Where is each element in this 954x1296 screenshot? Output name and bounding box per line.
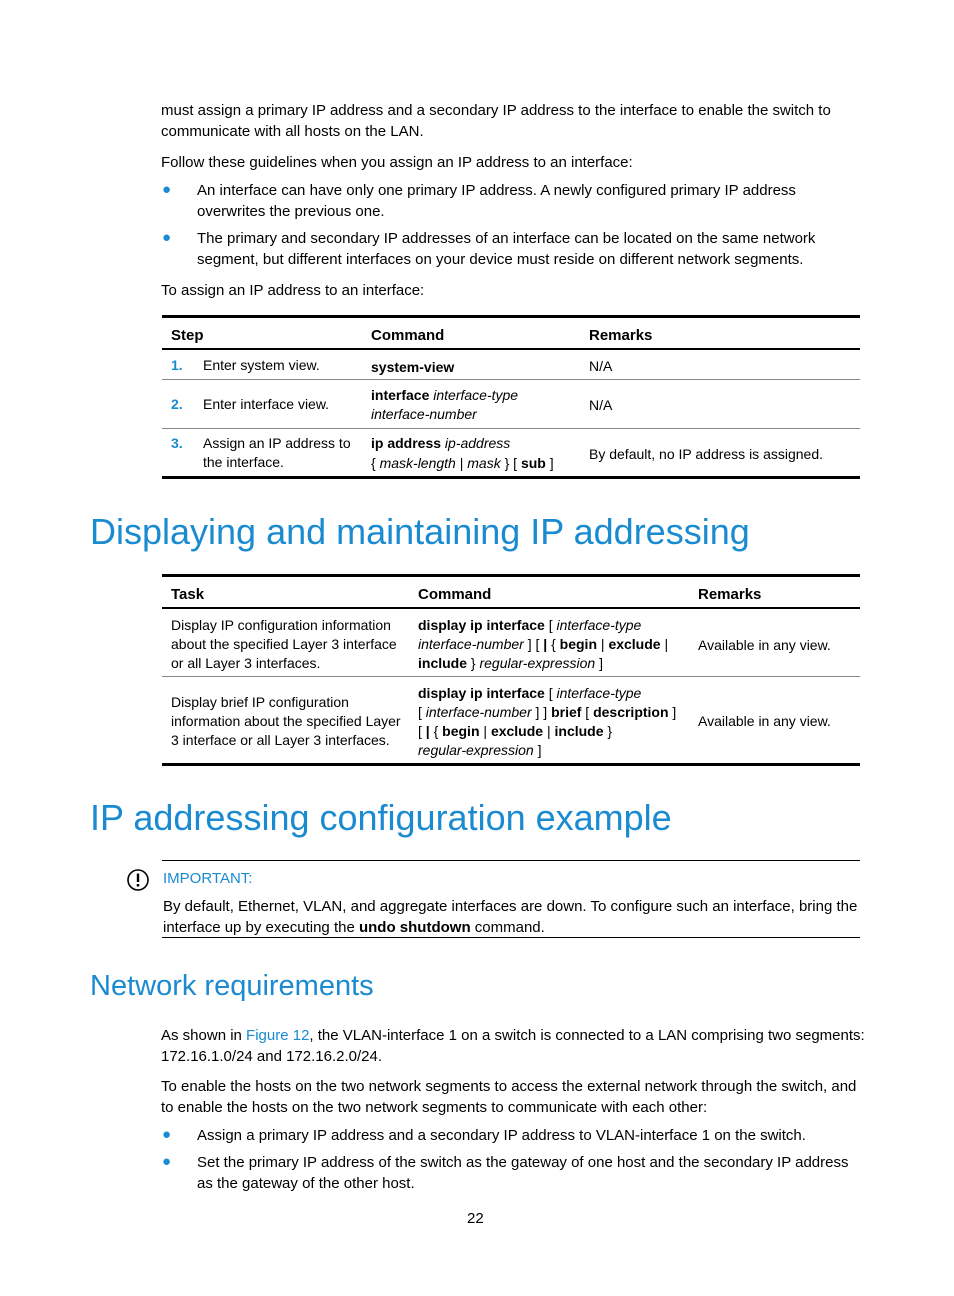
requirements-paragraph: 172.16.1.0/24 and 172.16.2.0/24. <box>161 1048 383 1065</box>
step-text: Enter interface view. <box>203 396 330 412</box>
header-step: Step <box>171 327 204 344</box>
remarks-text: N/A <box>589 397 613 413</box>
header-task: Task <box>171 586 205 603</box>
guideline-bullet: An interface can have only one primary IP address. A newly configured primary IP address overwrites the previous one. <box>197 182 796 220</box>
requirement-bullet: Set the primary IP address of the switch as the gateway of one host and the secondary IP address as the gateway of the other host. <box>197 1154 849 1192</box>
requirements-paragraph: As shown in Figure 12, the VLAN-interface 1 on a switch is connected to a LAN comprising two segments: <box>161 1027 865 1044</box>
task-text: Display IP configuration information <box>171 617 391 633</box>
command-text: include } regular-expression ] <box>418 655 603 671</box>
subsection-heading: Network requirements <box>90 970 374 1002</box>
intro-paragraph: must assign a primary IP address and a secondary IP address to the interface to enable the switch to communicate with all hosts on the LAN. <box>161 102 831 140</box>
bullet-icon: ● <box>162 229 172 246</box>
header-remarks: Remarks <box>589 327 653 344</box>
remarks-text: Available in any view. <box>698 637 831 653</box>
task-text: about the specified Layer 3 interface <box>171 636 397 652</box>
header-rule <box>162 348 860 350</box>
intro-guidelines: Follow these guidelines when you assign an IP address to an interface: <box>161 154 633 171</box>
task-text: Display brief IP configuration <box>171 694 349 710</box>
row-divider <box>162 379 860 380</box>
remarks-text: N/A <box>589 358 613 374</box>
header-command: Command <box>418 586 492 603</box>
command-text: { mask-length | mask } [ sub ] <box>371 455 554 471</box>
page-number: 22 <box>467 1210 484 1227</box>
command-text: regular-expression ] <box>418 742 542 758</box>
task-text: information about the specified Layer <box>171 713 401 729</box>
command-text: system-view <box>371 359 455 375</box>
header-remarks: Remarks <box>698 586 762 603</box>
task-text: 3 interface or all Layer 3 interfaces. <box>171 732 390 748</box>
remarks-text: By default, no IP address is assigned. <box>589 446 823 462</box>
remarks-text: Available in any view. <box>698 713 831 729</box>
header-command: Command <box>371 327 445 344</box>
table-top-rule <box>162 574 860 577</box>
step-text: Assign an IP address to <box>203 435 351 451</box>
step-number: 3. <box>171 435 183 451</box>
warning-icon <box>126 868 150 892</box>
table-intro: To assign an IP address to an interface: <box>161 282 425 299</box>
table-top-rule <box>162 315 860 318</box>
bullet-icon: ● <box>162 181 172 198</box>
table-bottom-rule <box>162 476 860 479</box>
step-text: Enter system view. <box>203 357 320 373</box>
command-text: interface-number <box>371 406 477 422</box>
command-text: interface-number ] [ | { begin | exclude | <box>418 636 669 652</box>
bullet-icon: ● <box>162 1153 172 1170</box>
command-text: ip address ip-address <box>371 435 511 451</box>
bullet-icon: ● <box>162 1126 172 1143</box>
requirement-bullet: Assign a primary IP address and a secondary IP address to VLAN-interface 1 on the switch. <box>197 1127 806 1144</box>
step-text: the interface. <box>203 454 284 470</box>
important-text: By default, Ethernet, VLAN, and aggregate interfaces are down. To configure such an interface, bring the <box>163 898 858 915</box>
requirements-paragraph: To enable the hosts on the two network segments to access the external network through the switch, and to enable the hosts on the two network segments to communicate with each other: <box>161 1078 857 1116</box>
header-rule <box>162 607 860 609</box>
table-bottom-rule <box>162 763 860 766</box>
note-bottom-rule <box>162 937 860 938</box>
note-top-rule <box>162 860 860 861</box>
row-divider <box>162 676 860 677</box>
figure-link[interactable]: Figure 12 <box>246 1027 310 1044</box>
step-number: 2. <box>171 396 183 412</box>
step-number: 1. <box>171 357 183 373</box>
task-text: or all Layer 3 interfaces. <box>171 655 321 671</box>
guideline-bullet: The primary and secondary IP addresses of an interface can be located on the same network segment, but different interfaces on your device must reside on different network segments. <box>197 230 816 268</box>
row-divider <box>162 428 860 429</box>
section-heading: IP addressing configuration example <box>90 797 672 838</box>
command-text: [ | { begin | exclude | include } <box>418 723 613 739</box>
command-text: display ip interface [ interface-type <box>418 685 642 701</box>
important-text: interface up by executing the undo shutdown command. <box>163 919 545 936</box>
command-text: display ip interface [ interface-type <box>418 617 642 633</box>
command-text: interface interface-type <box>371 387 519 403</box>
command-text: [ interface-number ] ] brief [ description ] <box>418 704 677 720</box>
section-heading: Displaying and maintaining IP addressing <box>90 511 750 552</box>
important-label: IMPORTANT: <box>163 870 253 887</box>
